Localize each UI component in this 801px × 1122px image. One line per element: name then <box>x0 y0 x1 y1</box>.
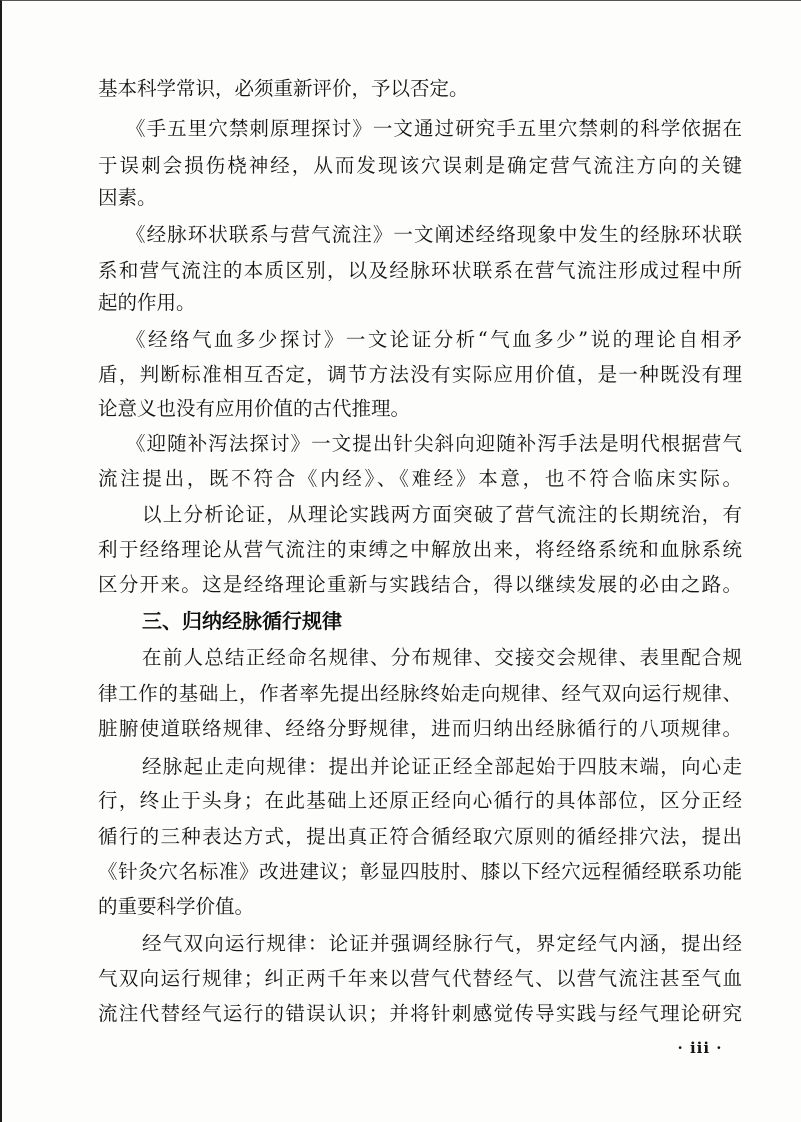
text-line: 《手五里穴禁刺原理探讨》一文通过研究手五里穴禁刺的科学依据在 <box>126 117 742 140</box>
text-line: 律工作的基础上，作者率先提出经脉终始走向规律、经气双向运行规律、 <box>98 682 742 705</box>
section-heading: 三、归纳经脉循行规律 <box>142 609 342 633</box>
text-line: 基本科学常识，必须重新评价，予以否定。 <box>98 77 469 100</box>
text-line: 论意义也没有应用价值的古代推理。 <box>98 397 411 420</box>
text-line: 脏腑使道联络规律、经络分野规律，进而归纳出经脉循行的八项规律。 <box>98 717 742 740</box>
text-line: 起的作用。 <box>98 291 196 314</box>
page-number: · iii · <box>677 1039 723 1057</box>
text-line: 盾，判断标准相互否定，调节方法没有实际应用价值，是一种既没有理 <box>98 363 742 386</box>
text-line: 在前人总结正经命名规律、分布规律、交接交会规律、表里配合规 <box>142 646 742 669</box>
text-line: 系和营气流注的本质区别，以及经脉环状联系在营气流注形成过程中所 <box>98 259 742 282</box>
text-line: 经气双向运行规律：论证并强调经脉行气，界定经气内涵，提出经 <box>142 932 742 955</box>
text-line: 利于经络理论从营气流注的束缚之中解放出来，将经络系统和血脉系统 <box>98 538 742 561</box>
text-line: 经脉起止走向规律：提出并论证正经全部起始于四肢末端，向心走 <box>142 755 742 778</box>
text-line: 以上分析论证，从理论实践两方面突破了营气流注的长期统治，有 <box>142 503 742 526</box>
text-line: 流注提出，既不符合《内经》、《难经》本意，也不符合临床实际。 <box>98 467 742 490</box>
text-line: 于误刺会损伤桡神经，从而发现该穴误刺是确定营气流注方向的关键 <box>98 154 742 177</box>
text-line: 气双向运行规律；纠正两千年来以营气代替经气、以营气流注甚至气血 <box>98 967 742 990</box>
text-line: 行，终止于头身；在此基础上还原正经向心循行的具体部位，区分正经 <box>98 789 742 812</box>
text-line: 《针灸穴名标准》改进建议；彰显四肢肘、膝以下经穴远程循经联系功能 <box>98 860 742 883</box>
text-line: 的重要科学价值。 <box>98 895 255 918</box>
text-line: 区分开来。这是经络理论重新与实践结合，得以继续发展的必由之路。 <box>98 573 742 596</box>
text-line: 流注代替经气运行的错误认识；并将针刺感觉传导实践与经气理论研究 <box>98 1002 742 1025</box>
text-line: 循行的三种表达方式，提出真正符合循经取穴原则的循经排穴法，提出 <box>98 825 742 848</box>
text-line: 《经络气血多少探讨》一文论证分析“气血多少”说的理论自相矛 <box>126 328 742 351</box>
text-line: 因素。 <box>98 186 157 209</box>
text-line: 《经脉环状联系与营气流注》一文阐述经络现象中发生的经脉环状联 <box>126 223 742 246</box>
text-line: 《迎随补泻法探讨》一文提出针尖斜向迎随补泻手法是明代根据营气 <box>126 432 742 455</box>
